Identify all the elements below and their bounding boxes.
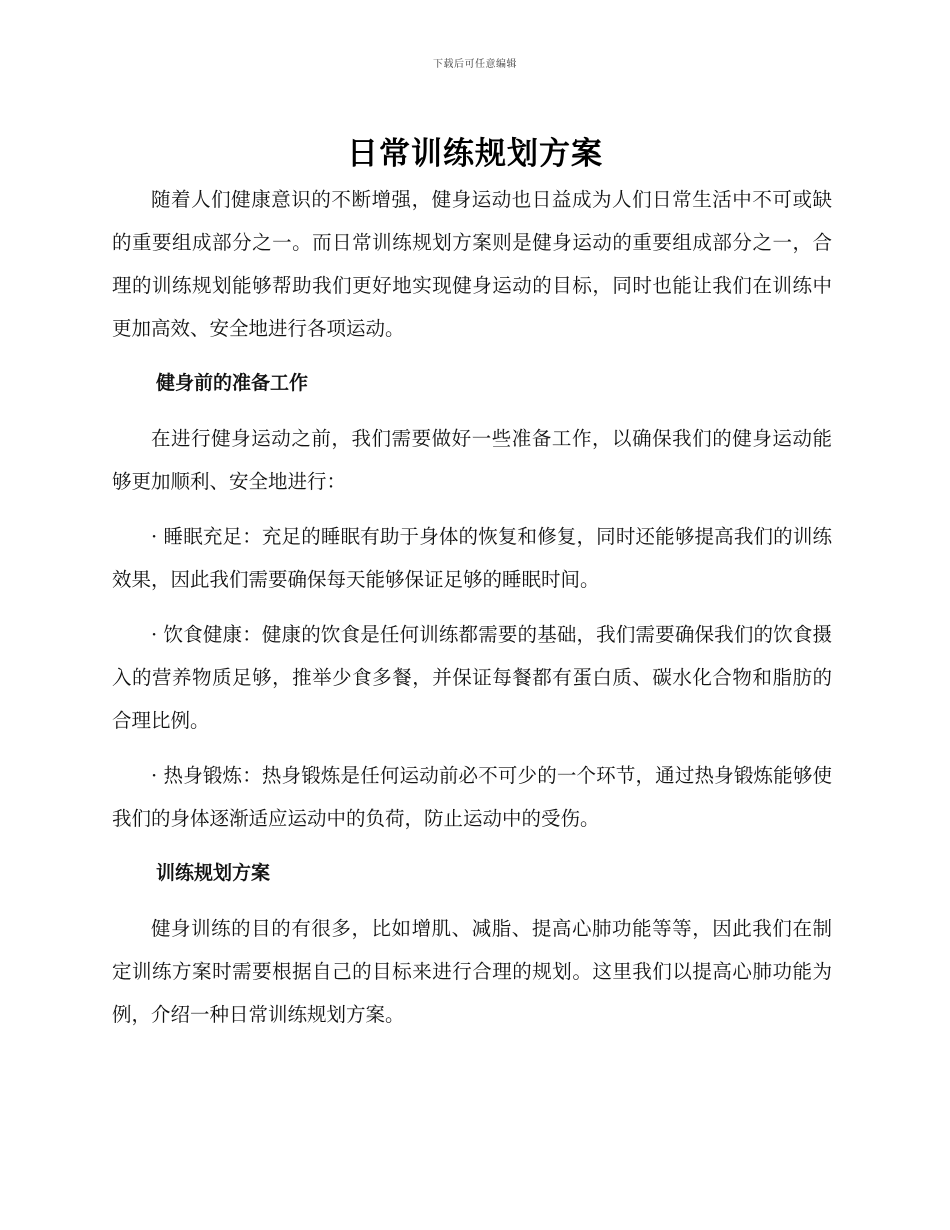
section-heading-preparation: 健身前的准备工作 — [156, 372, 309, 394]
bullet-warmup: · 热身锻炼：热身锻炼是任何运动前必不可少的一个环节，通过热身锻炼能够使我们的身体逐渐适应运动中的负荷，防止运动中的受伤。 — [112, 764, 832, 830]
bullet-diet: · 饮食健康：健康的饮食是任何训练都需要的基础，我们需要确保我们的饮食摄入的营养物质足够，推举少食多餐，并保证每餐都有蛋白质、碳水化合物和脂肪的合理比例。 — [112, 623, 832, 732]
intro-paragraph: 随着人们健康意识的不断增强，健身运动也日益成为人们日常生活中不可或缺的重要组成部分之一。而日常训练规划方案则是健身运动的重要组成部分之一，合理的训练规划能够帮助我们更好地实现健身运动的目标，同时也能让我们在训练中更加高效、安全地进行各项运动。 — [112, 188, 832, 340]
document-body — [112, 178, 832, 1036]
bullet-sleep: · 睡眠充足：充足的睡眠有助于身体的恢复和修复，同时还能够提高我们的训练效果，因此我们需要确保每天能够保证足够的睡眠时间。 — [112, 525, 832, 591]
document-title: 日常训练规划方案 — [347, 136, 603, 172]
header-note: 下载后可任意编辑 — [433, 59, 517, 70]
training-plan-paragraph: 健身训练的目的有很多，比如增肌、减脂、提高心肺功能等等，因此我们在制定训练方案时需要根据自己的目标来进行合理的规划。这里我们以提高心肺功能为例，介绍一种日常训练规划方案。 — [112, 917, 832, 1026]
section-heading-training-plan: 训练规划方案 — [156, 862, 271, 884]
preparation-lead-paragraph: 在进行健身运动之前，我们需要做好一些准备工作，以确保我们的健身运动能够更加顺利、安全地进行： — [112, 427, 832, 493]
